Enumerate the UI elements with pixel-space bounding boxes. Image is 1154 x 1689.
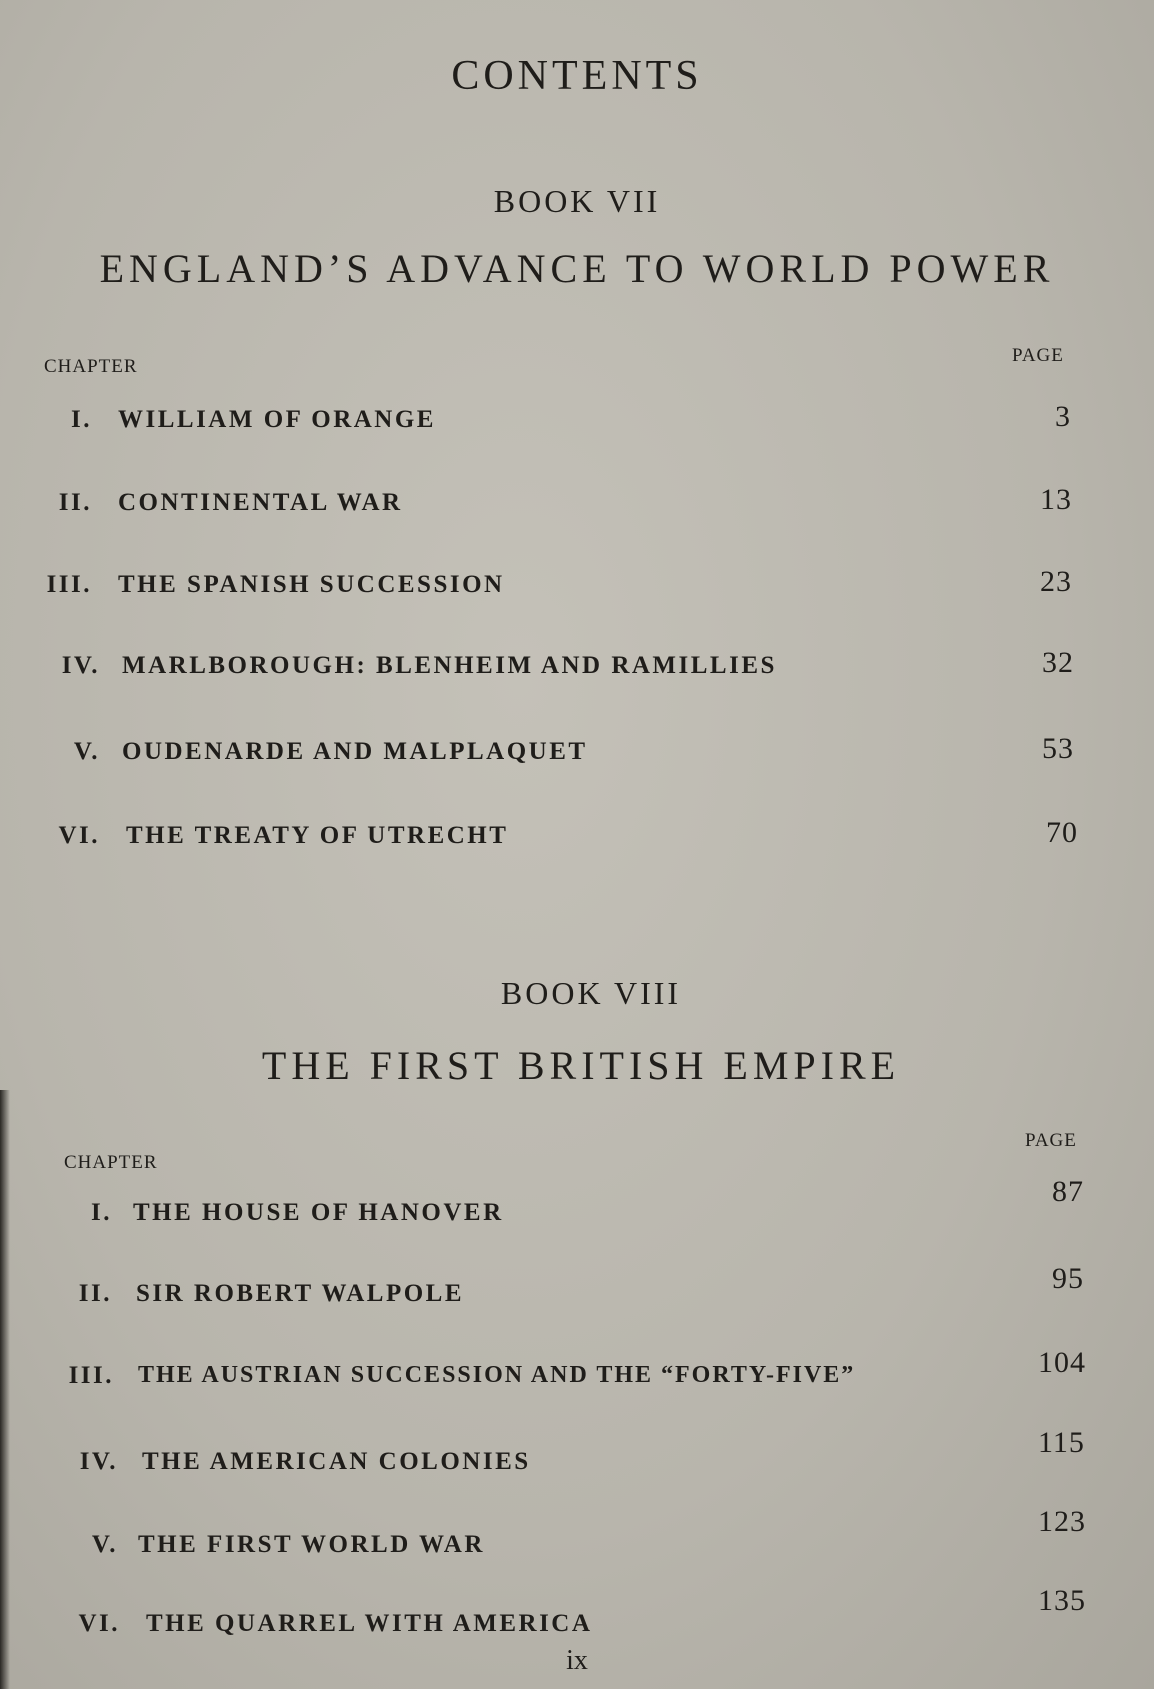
page-number: 104 [1038, 1346, 1086, 1379]
chapter-numeral: VI. [78, 1610, 120, 1637]
chapter-numeral: I. [91, 1199, 112, 1226]
page-folio: ix [566, 1645, 588, 1676]
toc-entry[interactable] [0, 816, 1154, 862]
toc-entry[interactable] [0, 1505, 1154, 1571]
page-number: 13 [1040, 483, 1072, 516]
chapter-numeral: III. [46, 571, 92, 598]
book-viii-label: BOOK VIII [500, 975, 682, 1011]
chapter-title: THE AMERICAN COLONIES [142, 1448, 531, 1475]
page-number: 115 [1038, 1426, 1085, 1459]
chapter-numeral: V. [91, 1531, 118, 1558]
chapter-title: MARLBOROUGH: BLENHEIM AND RAMILLIES [122, 652, 777, 679]
toc-entry[interactable] [0, 1175, 1154, 1239]
chapter-numeral: II. [58, 489, 92, 516]
chapter-column-header: CHAPTER [44, 356, 138, 377]
chapter-numeral: VI. [58, 822, 100, 849]
chapter-title: THE HOUSE OF HANOVER [133, 1199, 504, 1226]
toc-entry[interactable] [0, 1584, 1154, 1650]
toc-entry[interactable] [0, 565, 1154, 611]
toc-entry[interactable] [0, 1426, 1154, 1488]
book-vii-label: BOOK VII [493, 183, 661, 219]
page-number: 95 [1052, 1262, 1084, 1295]
chapter-numeral: IV. [79, 1448, 118, 1475]
toc-entry[interactable] [0, 732, 1154, 778]
chapter-title: WILLIAM OF ORANGE [118, 406, 436, 433]
page-number: 135 [1038, 1584, 1086, 1617]
chapter-title: OUDENARDE AND MALPLAQUET [122, 738, 588, 765]
chapter-numeral: II. [78, 1280, 112, 1307]
page-number: 32 [1042, 646, 1074, 679]
toc-entry[interactable] [0, 400, 1154, 446]
book-viii-heading: THE FIRST BRITISH EMPIRE [261, 1043, 901, 1088]
page-number: 70 [1046, 816, 1078, 849]
chapter-column-header: CHAPTER [64, 1152, 158, 1173]
book-vii-heading: ENGLAND’S ADVANCE TO WORLD POWER [99, 246, 1055, 291]
chapter-title: THE SPANISH SUCCESSION [118, 571, 505, 598]
toc-entry[interactable] [0, 1346, 1154, 1402]
chapter-title: THE FIRST WORLD WAR [138, 1531, 485, 1558]
page-column-header: PAGE [1025, 1130, 1077, 1151]
chapter-numeral: III. [68, 1362, 114, 1389]
page-number: 3 [1055, 400, 1071, 433]
chapter-title: SIR ROBERT WALPOLE [136, 1280, 465, 1307]
chapter-title: THE AUSTRIAN SUCCESSION AND THE “FORTY-FIVE” [138, 1362, 856, 1388]
chapter-title: THE TREATY OF UTRECHT [126, 822, 509, 849]
page-number: 23 [1040, 565, 1072, 598]
chapter-numeral: V. [73, 738, 100, 765]
chapter-numeral: IV. [61, 652, 100, 679]
toc-entry[interactable] [0, 1262, 1154, 1320]
contents-title: CONTENTS [451, 53, 703, 99]
chapter-numeral: I. [71, 406, 92, 433]
chapter-title: THE QUARREL WITH AMERICA [146, 1610, 593, 1637]
page-column-header: PAGE [1012, 345, 1064, 366]
page-number: 87 [1052, 1175, 1084, 1208]
page-number: 53 [1042, 732, 1074, 765]
chapter-title: CONTINENTAL WAR [118, 489, 403, 516]
toc-entry[interactable] [0, 483, 1154, 529]
toc-entry[interactable] [0, 646, 1154, 692]
page-number: 123 [1038, 1505, 1086, 1538]
